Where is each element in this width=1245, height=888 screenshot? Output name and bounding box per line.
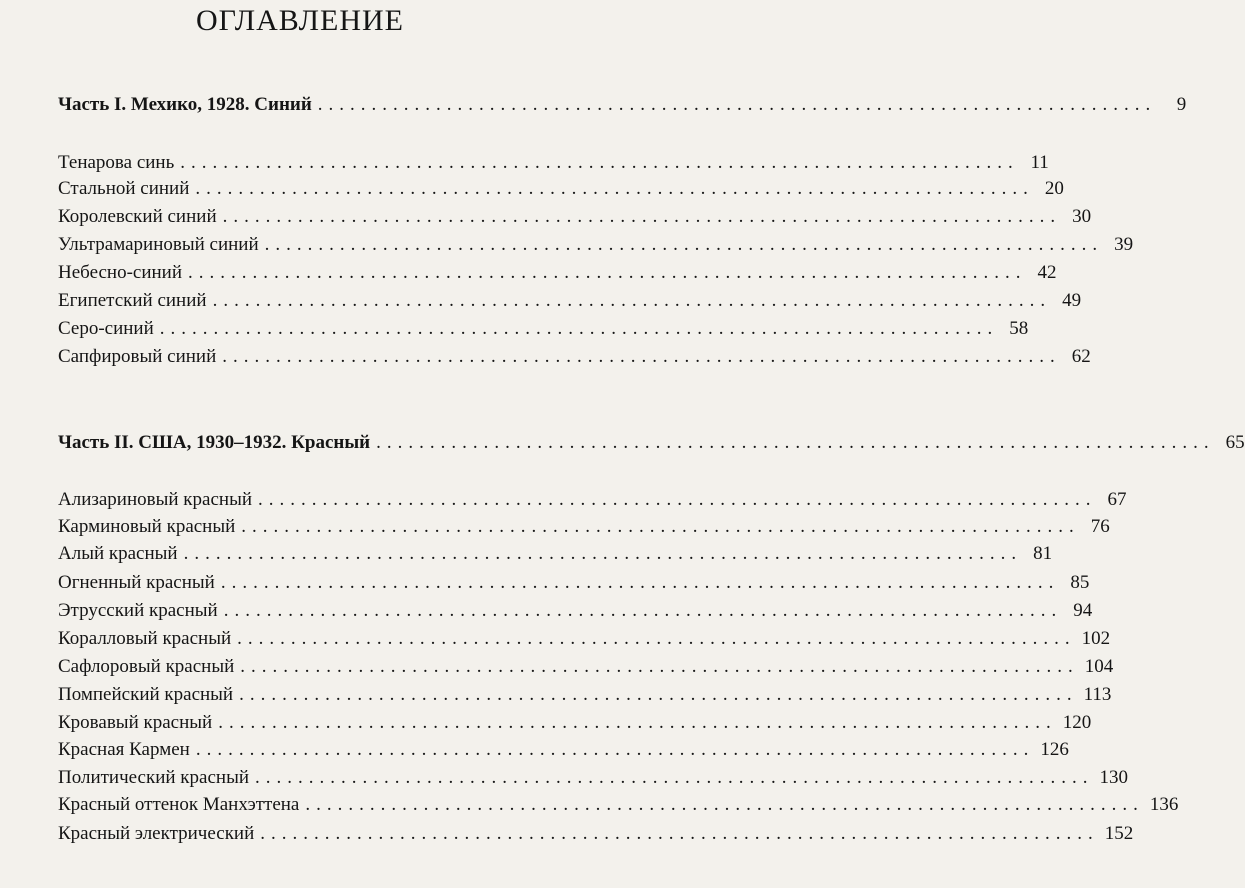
toc-entry [58, 541, 1053, 567]
toc-page-number: 65 [1225, 432, 1245, 453]
toc-page-number: 9 [1176, 94, 1187, 115]
toc-leader-dots: .............................................................................. [195, 178, 1034, 199]
toc-leader-dots: .............................................................................. [237, 628, 1076, 649]
toc-entry [58, 487, 1127, 513]
toc-title: Часть I. Мехико, 1928. Синий [58, 94, 312, 115]
toc-leader-dots: .............................................................................. [317, 94, 1157, 115]
toc-title: Коралловый красный [58, 628, 232, 649]
toc-page-number: 113 [1083, 684, 1112, 705]
toc-leader-dots: .............................................................................. [223, 600, 1063, 621]
toc-title: Политический красный [58, 767, 250, 788]
toc-page-number: 42 [1037, 262, 1057, 283]
toc-page-number: 94 [1073, 600, 1093, 621]
toc-title: Серо-синий [58, 318, 154, 339]
toc-leader-dots: .............................................................................. [220, 572, 1060, 593]
toc-entry [58, 710, 1092, 736]
toc-title: Ализариновый красный [58, 489, 252, 510]
toc-page-number: 102 [1081, 628, 1111, 649]
toc-title: Сапфировый синий [58, 346, 217, 367]
toc-title: Кровавый красный [58, 712, 213, 733]
toc-entry [58, 150, 1049, 176]
toc-title: Красная Кармен [58, 739, 190, 760]
toc-page-number: 11 [1030, 152, 1049, 173]
toc-page-number: 126 [1040, 739, 1069, 760]
toc-entry [58, 598, 1093, 624]
toc-entry [58, 654, 1114, 680]
toc-entry [58, 514, 1110, 540]
toc-leader-dots: .............................................................................. [183, 543, 1023, 564]
toc-entry [58, 232, 1134, 258]
toc-page-number: 136 [1149, 794, 1179, 815]
toc-title: Огненный красный [58, 572, 215, 593]
toc-entry [58, 204, 1092, 230]
toc-leader-dots: .............................................................................. [240, 656, 1079, 677]
toc-entry [58, 260, 1057, 286]
toc-title: Часть II. США, 1930–1932. Красный [58, 432, 371, 453]
toc-page-number: 152 [1104, 823, 1134, 844]
toc-title: Ультрамариновый синий [58, 234, 259, 255]
toc-entry [58, 765, 1129, 791]
toc-leader-dots: .............................................................................. [195, 739, 1035, 760]
toc-title: Красный оттенок Манхэттена [58, 794, 300, 815]
toc-page-number: 20 [1044, 178, 1064, 199]
toc-entry [58, 344, 1091, 370]
toc-entry [58, 821, 1134, 847]
toc-leader-dots: .............................................................................. [159, 318, 999, 339]
toc-entry [58, 682, 1112, 708]
toc-page-number: 85 [1070, 572, 1090, 593]
toc-entry [58, 737, 1069, 763]
toc-page-number: 76 [1090, 516, 1110, 537]
toc-title: Королевский синий [58, 206, 217, 227]
toc-leader-dots: .............................................................................. [218, 712, 1057, 733]
toc-title: Небесно-синий [58, 262, 183, 283]
toc-title: Египетский синий [58, 290, 207, 311]
toc-page-number: 49 [1062, 290, 1082, 311]
toc-title: Стальной синий [58, 178, 190, 199]
toc-leader-dots: .............................................................................. [305, 794, 1144, 815]
page-title: ОГЛАВЛЕНИЕ [196, 4, 404, 37]
toc-title: Этрусский красный [58, 600, 218, 621]
toc-leader-dots: .............................................................................. [188, 262, 1027, 283]
toc-entry [58, 176, 1064, 202]
toc-title: Помпейский красный [58, 684, 234, 705]
toc-page-number: 58 [1009, 318, 1029, 339]
toc-page-number: 81 [1033, 543, 1053, 564]
toc-entry [58, 288, 1082, 314]
toc-page-number: 120 [1062, 712, 1092, 733]
toc-leader-dots: .............................................................................. [222, 206, 1062, 227]
toc-leader-dots: .............................................................................. [255, 767, 1094, 788]
toc-leader-dots: .............................................................................. [258, 489, 1097, 510]
toc-title: Красный электрический [58, 823, 255, 844]
toc-page-number: 67 [1107, 489, 1127, 510]
toc-leader-dots: .............................................................................. [260, 823, 1099, 844]
toc-part-1 [58, 92, 1187, 118]
toc-title: Алый красный [58, 543, 178, 564]
toc-leader-dots: .............................................................................. [222, 346, 1061, 367]
toc-leader-dots: .............................................................................. [264, 234, 1104, 255]
toc-leader-dots: .............................................................................. [212, 290, 1052, 311]
toc-leader-dots: .............................................................................. [376, 432, 1215, 453]
toc-title: Карминовый красный [58, 516, 236, 537]
toc-title: Тенарова синь [58, 152, 175, 173]
toc-page-number: 62 [1071, 346, 1091, 367]
toc-page-number: 130 [1099, 767, 1129, 788]
toc-page-number: 104 [1084, 656, 1114, 677]
toc-entry [58, 316, 1029, 342]
toc-entry [58, 570, 1090, 596]
toc-leader-dots: .............................................................................. [241, 516, 1080, 537]
toc-leader-dots: .............................................................................. [239, 684, 1078, 705]
toc-page-number: 30 [1072, 206, 1092, 227]
toc-entry [58, 792, 1179, 818]
toc-page-number: 39 [1114, 234, 1134, 255]
toc-part-2 [58, 430, 1245, 456]
toc-leader-dots: .............................................................................. [180, 152, 1019, 173]
toc-entry [58, 626, 1111, 652]
toc-title: Сафлоровый красный [58, 656, 235, 677]
